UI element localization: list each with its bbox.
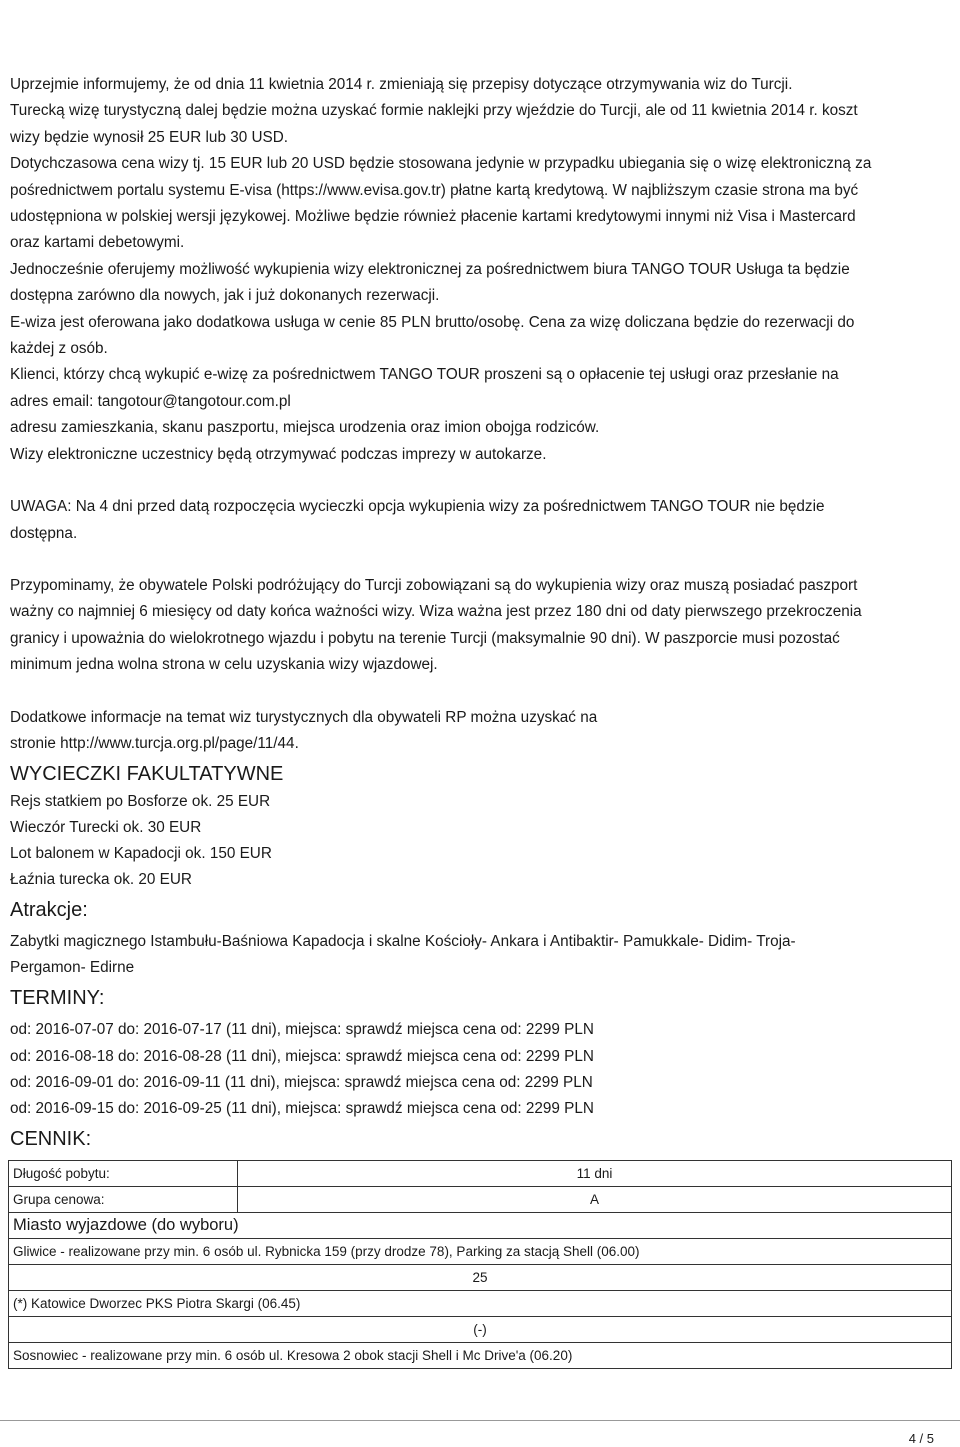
paragraph: udostępniona w polskiej wersji językowej. Możliwe będzie również płacenie kartami kredytowymi innymi niż Visa i Mastercard xyxy=(10,208,856,226)
warning-text: dostępna. xyxy=(10,524,78,542)
list-item: Łaźnia turecka ok. 20 EUR xyxy=(10,871,192,889)
group-value: A xyxy=(238,1187,952,1213)
table-row xyxy=(9,1317,952,1343)
paragraph: Turecką wizę turystyczną dalej będzie można uzyskać formie naklejki przy wjeździe do Turcji, ale od 11 kwietnia 2014 r. koszt xyxy=(10,102,858,120)
section-title-excursions: WYCIECZKI FAKULTATYWNE xyxy=(10,763,284,786)
page-number: 4 / 5 xyxy=(908,1431,934,1446)
paragraph: granicy i upoważnia do wielokrotnego wjazdu i pobytu na terenie Turcji (maksymalnie 90 dni). W paszporcie musi pozostać xyxy=(10,629,840,647)
pricing-table xyxy=(8,1160,952,1369)
term-item: od: 2016-09-15 do: 2016-09-25 (11 dni), miejsca: sprawdź miejsca cena od: 2299 PLN xyxy=(10,1099,594,1117)
term-item: od: 2016-08-18 do: 2016-08-28 (11 dni), miejsca: sprawdź miejsca cena od: 2299 PLN xyxy=(10,1047,594,1065)
departure-option: (*) Katowice Dworzec PKS Piotra Skargi (06.45) xyxy=(9,1291,952,1317)
paragraph: adres email: tangotour@tangotour.com.pl xyxy=(10,392,291,410)
table-row xyxy=(9,1343,952,1369)
duration-label: Długość pobytu: xyxy=(9,1161,238,1187)
footer-divider xyxy=(0,1420,960,1421)
list-item: Wieczór Turecki ok. 30 EUR xyxy=(10,819,202,837)
departure-header: Miasto wyjazdowe (do wyboru) xyxy=(9,1213,952,1239)
list-item: Lot balonem w Kapadocji ok. 150 EUR xyxy=(10,845,272,863)
paragraph: oraz kartami debetowymi. xyxy=(10,234,185,252)
table-row xyxy=(9,1161,952,1187)
paragraph: stronie http://www.turcja.org.pl/page/11/44. xyxy=(10,734,299,752)
paragraph: Uprzejmie informujemy, że od dnia 11 kwietnia 2014 r. zmieniają się przepisy dotyczące otrzymywania wiz do Turcji. xyxy=(10,76,793,93)
term-item: od: 2016-09-01 do: 2016-09-11 (11 dni), miejsca: sprawdź miejsca cena od: 2299 PLN xyxy=(10,1073,593,1091)
paragraph: E-wiza jest oferowana jako dodatkowa usługa w cenie 85 PLN brutto/osobę. Cena za wizę doliczana będzie do rezerwacji do xyxy=(10,313,855,331)
table-row xyxy=(9,1265,952,1291)
paragraph: ważny co najmniej 6 miesięcy od daty końca ważności wizy. Wiza ważna jest przez 180 dni od daty pierwszego przekroczenia xyxy=(10,603,862,621)
paragraph: Jednocześnie oferujemy możliwość wykupienia wizy elektronicznej za pośrednictwem biura TANGO TOUR Usługa ta będzie xyxy=(10,260,850,278)
paragraph: wizy będzie wynosił 25 EUR lub 30 USD. xyxy=(10,128,289,146)
departure-option: Sosnowiec - realizowane przy min. 6 osób ul. Kresowa 2 obok stacji Shell i Mc Drive'a (06.20) xyxy=(9,1343,952,1369)
section-title-terms: TERMINY: xyxy=(10,987,105,1010)
group-label: Grupa cenowa: xyxy=(9,1187,238,1213)
table-row xyxy=(9,1187,952,1213)
paragraph: Przypominamy, że obywatele Polski podróżujący do Turcji zobowiązani są do wykupienia wizy oraz muszą posiadać paszport xyxy=(10,576,858,594)
attractions-text: Zabytki magicznego Istambułu-Baśniowa Kapadocja i skalne Kościoły- Ankara i Antibaktir- Pamukkale- Didim- Troja- xyxy=(10,933,796,951)
paragraph: dostępna zarówno dla nowych, jak i już dokonanych rezerwacji. xyxy=(10,287,440,305)
paragraph: minimum jedna wolna strona w celu uzyskania wizy wjazdowej. xyxy=(10,656,438,674)
term-item: od: 2016-07-07 do: 2016-07-17 (11 dni), miejsca: sprawdź miejsca cena od: 2299 PLN xyxy=(10,1021,594,1039)
departure-option: Gliwice - realizowane przy min. 6 osób ul. Rybnicka 159 (przy drodze 78), Parking za stacją Shell (06.00) xyxy=(9,1239,952,1265)
price-value: (-) xyxy=(9,1317,952,1343)
section-title-pricing: CENNIK: xyxy=(10,1128,92,1151)
paragraph: Wizy elektroniczne uczestnicy będą otrzymywać podczas imprezy w autokarze. xyxy=(10,445,547,463)
paragraph: Klienci, którzy chcą wykupić e-wizę za pośrednictwem TANGO TOUR proszeni są o opłacenie tej usługi oraz przesłanie na xyxy=(10,366,839,384)
table-row xyxy=(9,1239,952,1265)
paragraph: Dotychczasowa cena wizy tj. 15 EUR lub 20 USD będzie stosowana jedynie w przypadku ubiegania się o wizę elektroniczną za xyxy=(10,155,872,173)
section-title-attractions: Atrakcje: xyxy=(10,899,88,922)
warning-text: UWAGA: Na 4 dni przed datą rozpoczęcia wycieczki opcja wykupienia wizy za pośrednictwem TANGO TOUR nie będzie xyxy=(10,498,825,516)
duration-value: 11 dni xyxy=(238,1161,952,1187)
paragraph: pośrednictwem portalu systemu E-visa (https://www.evisa.gov.tr) płatne kartą kredytową. W najbliższym czasie strona ma być xyxy=(10,181,859,199)
paragraph: Dodatkowe informacje na temat wiz turystycznych dla obywateli RP można uzyskać na xyxy=(10,708,598,726)
table-row xyxy=(9,1213,952,1239)
paragraph: każdej z osób. xyxy=(10,340,108,358)
attractions-text: Pergamon- Edirne xyxy=(10,959,135,977)
paragraph: adresu zamieszkania, skanu paszportu, miejsca urodzenia oraz imion obojga rodziców. xyxy=(10,419,600,437)
excursions-list xyxy=(10,789,930,893)
document-body xyxy=(10,72,930,1369)
list-item: Rejs statkiem po Bosforze ok. 25 EUR xyxy=(10,793,271,811)
table-row xyxy=(9,1291,952,1317)
terms-list xyxy=(10,1017,930,1122)
price-value: 25 xyxy=(9,1265,952,1291)
